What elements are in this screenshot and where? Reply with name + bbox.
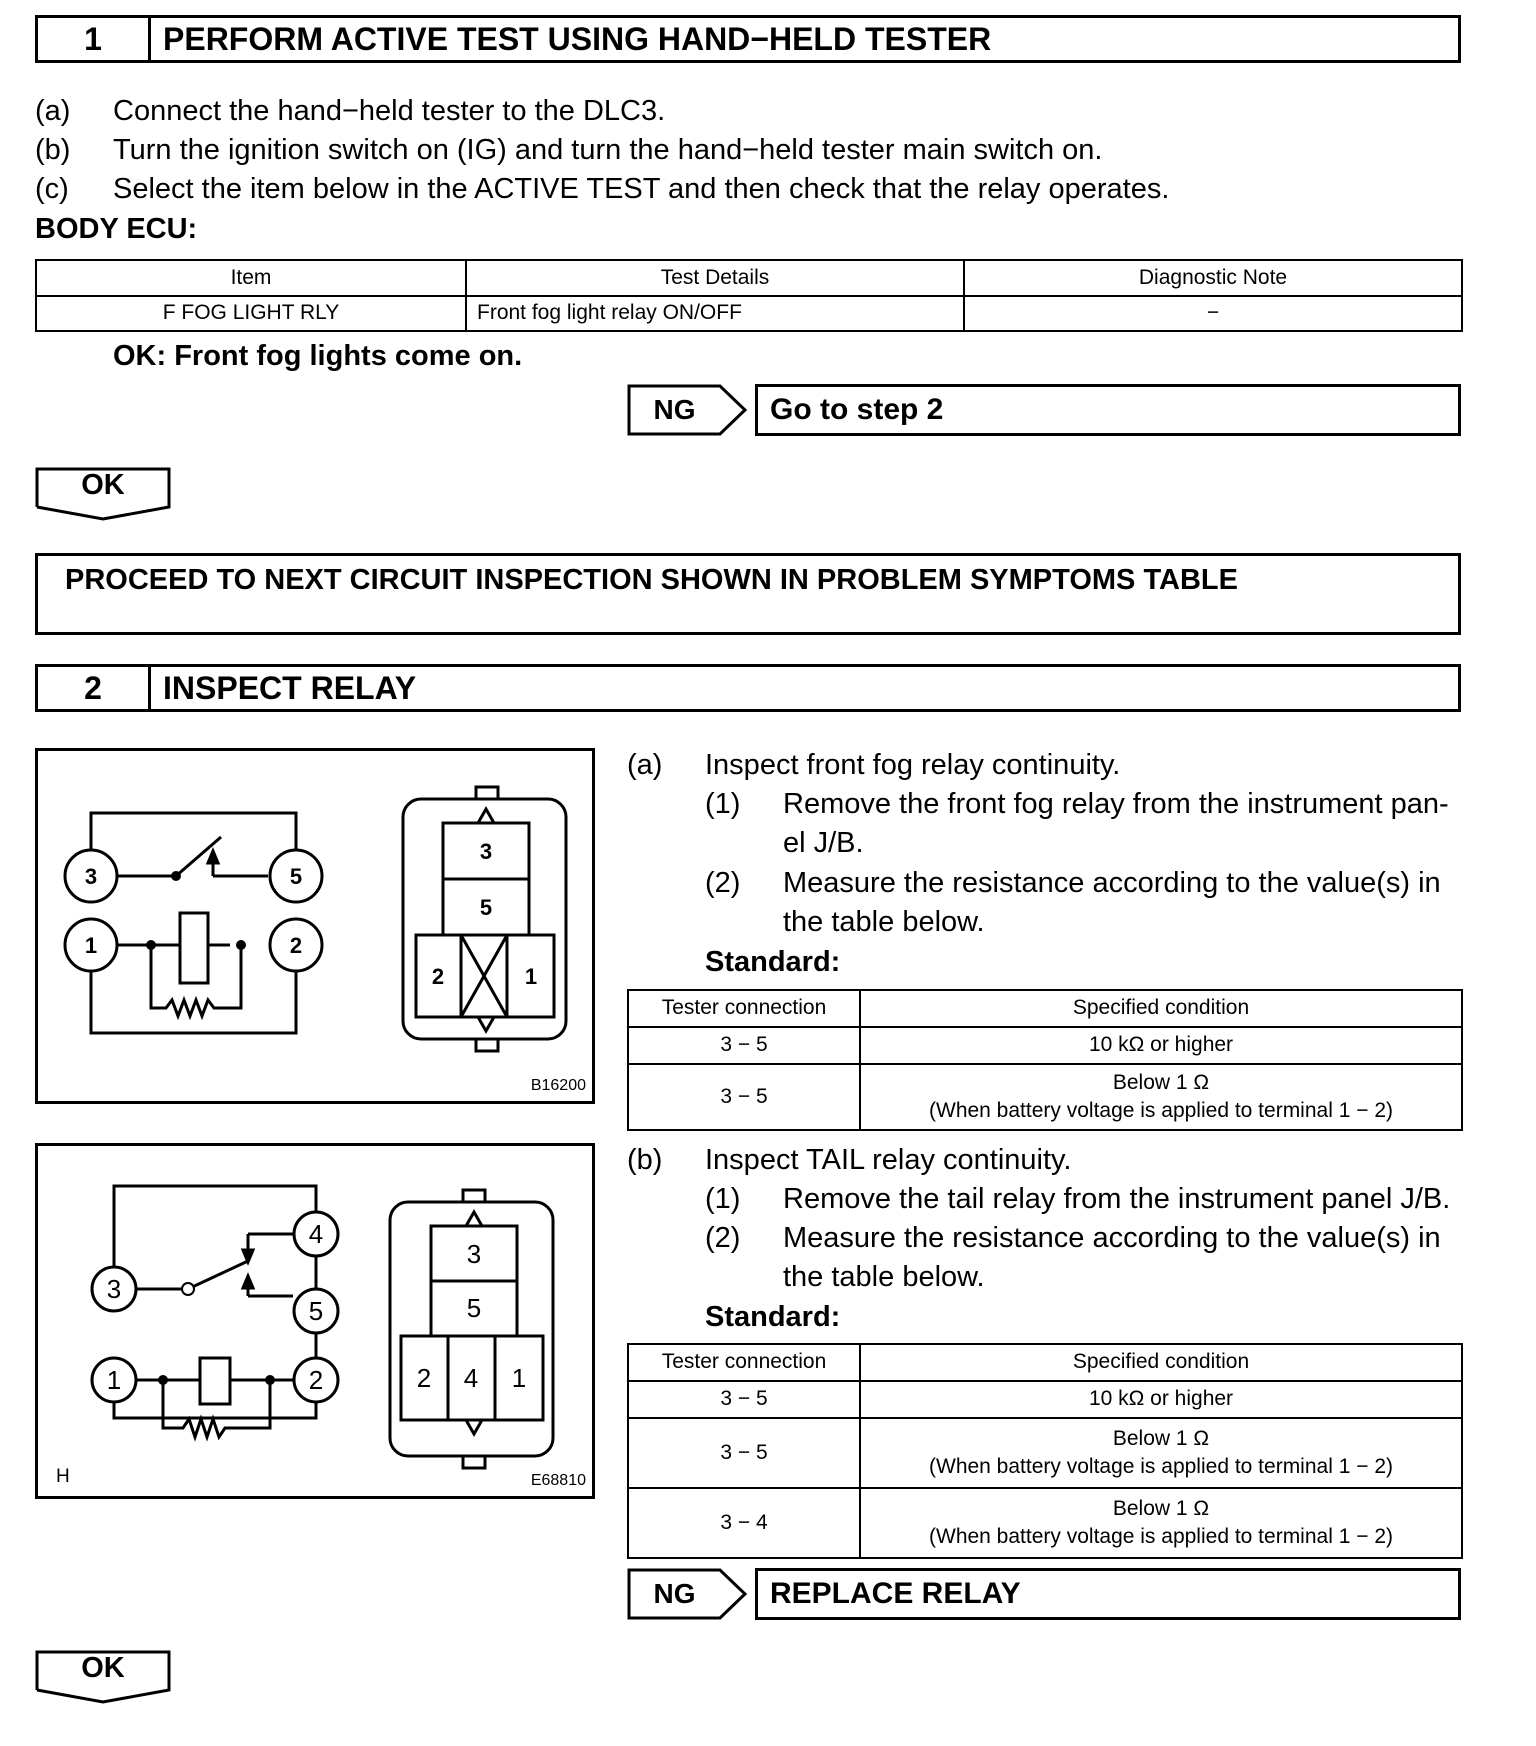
step2-part-b-sub1 — [705, 1183, 1450, 1216]
tail-relay-figure — [35, 1143, 595, 1499]
terminal-label: 2 — [308, 1365, 324, 1395]
table-header: Specified condition — [860, 1344, 1462, 1381]
item-label: (c) — [35, 173, 69, 205]
step2-part-b-sub2-cont: the table below. — [783, 1261, 985, 1293]
ng-branch-1 — [627, 384, 1461, 436]
step2-part-b-sub2 — [705, 1222, 1441, 1255]
item-label: (2) — [705, 1222, 741, 1254]
item-text: Inspect TAIL relay continuity. — [705, 1144, 1072, 1176]
step1-item-a — [35, 95, 665, 128]
connector-label: 1 — [511, 1363, 527, 1393]
item-label: (a) — [627, 749, 663, 781]
table-cell: Front fog light relay ON/OFF — [466, 296, 964, 331]
connector-label: 3 — [479, 839, 493, 864]
connector-label: 4 — [463, 1363, 479, 1393]
cell-line: Below 1 Ω — [1112, 1070, 1210, 1094]
terminal-label: 2 — [289, 933, 303, 958]
ecu-heading: BODY ECU: — [35, 213, 198, 245]
front-fog-relay-figure — [35, 748, 595, 1104]
terminal-label: 1 — [84, 933, 98, 958]
item-label: (a) — [35, 95, 71, 127]
relay-diagram-1 — [38, 751, 592, 1101]
step2-part-b — [627, 1144, 1071, 1177]
ng-result: Go to step 2 — [755, 384, 1461, 436]
item-label: (1) — [705, 1183, 741, 1215]
item-text: Measure the resistance according to the value(s) in — [783, 867, 1441, 899]
step2-header — [35, 664, 1461, 712]
connector-label: 3 — [466, 1239, 482, 1269]
relay-diagram-2 — [38, 1146, 592, 1496]
item-text: Select the item below in the ACTIVE TEST and then check that the relay operates. — [113, 173, 1170, 205]
table-cell: 3 − 5 — [628, 1064, 860, 1130]
table-row — [628, 1381, 1462, 1418]
step2-part-a-sub2 — [705, 867, 1441, 900]
table-cell — [860, 1418, 1462, 1488]
table-cell: 10 kΩ or higher — [860, 1027, 1462, 1064]
ok-branch-2 — [35, 1650, 171, 1704]
item-text: Inspect front fog relay continuity. — [705, 749, 1121, 781]
standard-heading: Standard: — [705, 946, 841, 978]
table-cell — [860, 1064, 1462, 1130]
figure-code: B16200 — [530, 1077, 586, 1094]
step2-part-a-sub1-cont: el J/B. — [783, 827, 864, 859]
step2-number: 2 — [38, 667, 151, 709]
step1-item-c — [35, 173, 1169, 206]
table-header: Tester connection — [628, 1344, 860, 1381]
table-row — [36, 296, 1462, 331]
step1-header — [35, 15, 1461, 63]
table-cell: F FOG LIGHT RLY — [36, 296, 466, 331]
terminal-label: 5 — [289, 864, 303, 889]
cell-line: Below 1 Ω — [1112, 1496, 1210, 1520]
active-test-table — [35, 259, 1463, 332]
item-text: Turn the ignition switch on (IG) and turn the hand−held tester main switch on. — [113, 134, 1103, 166]
table-cell — [860, 1488, 1462, 1558]
tail-relay-spec-table — [627, 1343, 1463, 1559]
ok-label: OK — [81, 1652, 125, 1684]
step1-number: 1 — [38, 18, 151, 60]
cell-line: (When battery voltage is applied to terminal 1 − 2) — [929, 1525, 1393, 1548]
terminal-label: 3 — [106, 1274, 122, 1304]
front-fog-spec-table — [627, 989, 1463, 1131]
table-header: Specified condition — [860, 990, 1462, 1027]
connector-label: 2 — [431, 964, 445, 989]
item-text: Connect the hand−held tester to the DLC3. — [113, 95, 666, 127]
cell-line: (When battery voltage is applied to terminal 1 − 2) — [929, 1099, 1393, 1122]
table-cell: − — [964, 296, 1462, 331]
table-header: Item — [36, 260, 466, 296]
table-cell: 3 − 5 — [628, 1027, 860, 1064]
table-cell: 3 − 4 — [628, 1488, 860, 1558]
step1-item-b — [35, 134, 1102, 167]
standard-heading: Standard: — [705, 1301, 841, 1333]
item-text: Remove the front fog relay from the instrument pan- — [783, 788, 1449, 820]
table-cell: 3 − 5 — [628, 1381, 860, 1418]
item-label: (1) — [705, 788, 741, 820]
terminal-label: 5 — [308, 1296, 324, 1326]
ok-criteria: OK: Front fog lights come on. — [113, 340, 523, 372]
ng-branch-2 — [627, 1568, 1461, 1620]
proceed-text: PROCEED TO NEXT CIRCUIT INSPECTION SHOWN IN PROBLEM SYMPTOMS TABLE — [65, 564, 1238, 596]
ok-branch-1 — [35, 467, 171, 521]
connector-label: 1 — [524, 964, 538, 989]
ok-label: OK — [81, 469, 125, 501]
ng-result: REPLACE RELAY — [755, 1568, 1461, 1620]
table-header: Test Details — [466, 260, 964, 296]
step1-title: PERFORM ACTIVE TEST USING HAND−HELD TESTER — [163, 20, 992, 57]
table-row — [628, 1488, 1462, 1558]
step2-part-a-sub1 — [705, 788, 1449, 821]
table-row — [628, 1064, 1462, 1130]
terminal-label: 4 — [308, 1219, 324, 1249]
step2-part-a — [627, 749, 1120, 782]
item-label: (2) — [705, 867, 741, 899]
connector-label: 5 — [466, 1293, 482, 1323]
item-text: Remove the tail relay from the instrument panel J/B. — [783, 1183, 1451, 1215]
figure-code: E68810 — [530, 1472, 586, 1489]
proceed-box — [35, 553, 1461, 635]
item-label: (b) — [627, 1144, 663, 1176]
figure-corner-mark: H — [56, 1466, 70, 1487]
terminal-label: 1 — [106, 1365, 122, 1395]
table-header: Diagnostic Note — [964, 260, 1462, 296]
table-cell: 3 − 5 — [628, 1418, 860, 1488]
connector-label: 5 — [479, 895, 493, 920]
table-row — [628, 1027, 1462, 1064]
table-header: Tester connection — [628, 990, 860, 1027]
ng-label: NG — [653, 1578, 696, 1609]
table-cell: 10 kΩ or higher — [860, 1381, 1462, 1418]
cell-line: (When battery voltage is applied to terminal 1 − 2) — [929, 1455, 1393, 1478]
step2-title: INSPECT RELAY — [163, 669, 417, 706]
ng-label: NG — [653, 394, 696, 425]
item-text: Measure the resistance according to the value(s) in — [783, 1222, 1441, 1254]
step2-part-a-sub2-cont: the table below. — [783, 906, 985, 938]
item-label: (b) — [35, 134, 71, 166]
table-row — [628, 1418, 1462, 1488]
connector-label: 2 — [416, 1363, 432, 1393]
cell-line: Below 1 Ω — [1112, 1426, 1210, 1450]
terminal-label: 3 — [84, 864, 98, 889]
